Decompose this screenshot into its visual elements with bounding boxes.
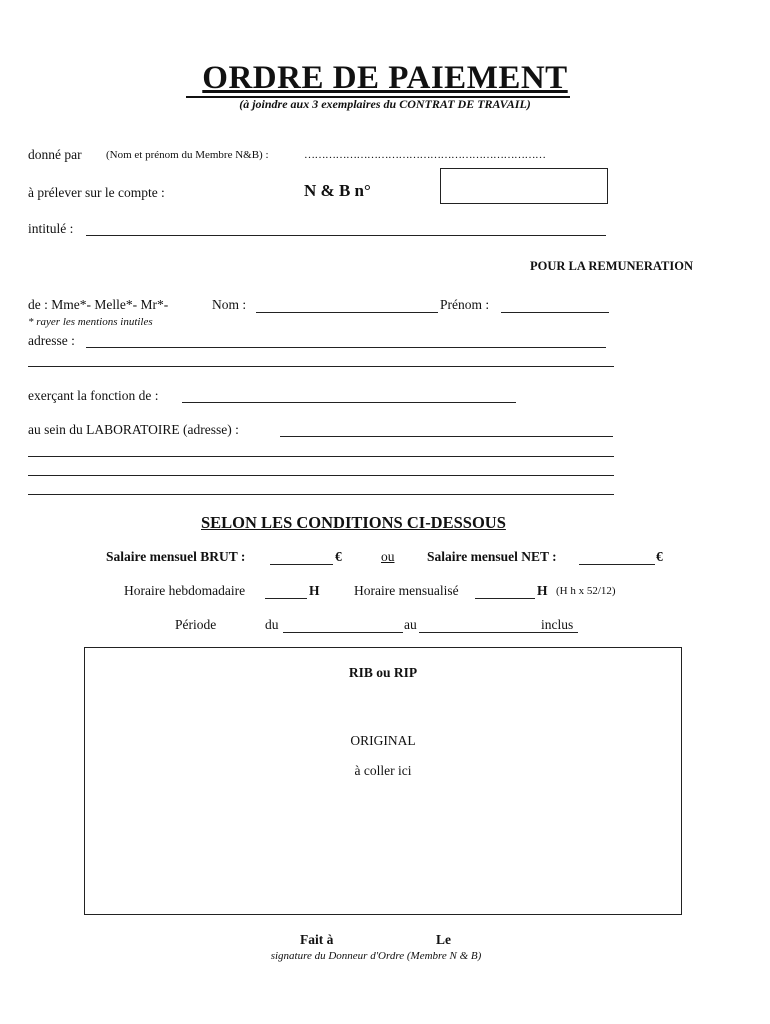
laboratoire-line-2[interactable]	[28, 456, 614, 457]
le-label: Le	[436, 932, 451, 947]
brut-label: Salaire mensuel BRUT :	[106, 549, 246, 564]
rib-coller: à coller ici	[354, 763, 412, 778]
laboratoire-label: au sein du LABORATOIRE (adresse) :	[28, 422, 239, 437]
rib-original: ORIGINAL	[350, 733, 416, 748]
account-number-box[interactable]	[440, 168, 608, 204]
page-subtitle: (à joindre aux 3 exemplaires du CONTRAT DE TRAVAIL)	[239, 97, 531, 111]
horaire-hebdo-line[interactable]	[265, 598, 307, 599]
rib-box[interactable]	[84, 647, 682, 915]
nom-line[interactable]	[256, 312, 438, 313]
horaire-mens-line[interactable]	[475, 598, 535, 599]
adresse-label: adresse :	[28, 333, 75, 348]
periode-du: du	[265, 617, 279, 632]
adresse-line-2[interactable]	[28, 366, 614, 367]
donneur-dots[interactable]: ……………………………………………………………	[304, 149, 546, 161]
horaire-mens-unit: H	[537, 583, 548, 598]
horaire-hebdo-unit: H	[309, 583, 320, 598]
fait-a-label: Fait à	[300, 932, 334, 947]
civility-note: * rayer les mentions inutiles	[28, 316, 153, 328]
remuneration-heading: POUR LA REMUNERATION	[530, 259, 693, 273]
net-label: Salaire mensuel NET :	[427, 549, 557, 564]
laboratoire-line-3[interactable]	[28, 475, 614, 476]
page-title: ORDRE DE PAIEMENT	[202, 60, 568, 96]
donneur-hint: (Nom et prénom du Membre N&B) :	[106, 149, 269, 161]
ou-label: ou	[381, 549, 395, 564]
prenom-line[interactable]	[501, 312, 609, 313]
nb-number-label: N & B n°	[304, 181, 371, 200]
horaire-hebdo-label: Horaire hebdomadaire	[124, 583, 246, 598]
fonction-line[interactable]	[182, 402, 516, 403]
intitule-line[interactable]	[86, 235, 606, 236]
brut-line[interactable]	[270, 564, 333, 565]
signature-caption: signature du Donneur d'Ordre (Membre N & B)	[270, 950, 482, 962]
adresse-line-1[interactable]	[86, 347, 606, 348]
periode-label: Période	[175, 617, 217, 632]
horaire-mens-label: Horaire mensualisé	[354, 583, 459, 598]
laboratoire-line-4[interactable]	[28, 494, 614, 495]
prenom-label: Prénom :	[440, 297, 490, 312]
net-currency: €	[656, 549, 663, 564]
horaire-formula: (H h x 52/12)	[556, 585, 616, 597]
periode-au-line[interactable]	[419, 632, 539, 633]
compte-label: à prélever sur le compte :	[28, 185, 165, 200]
net-line[interactable]	[579, 564, 655, 565]
donneur-label: donné par	[28, 147, 82, 162]
nom-label: Nom :	[212, 297, 247, 312]
intitule-label: intitulé :	[28, 221, 74, 236]
rib-title: RIB ou RIP	[348, 665, 418, 680]
periode-au: au	[404, 617, 417, 632]
conditions-heading: SELON LES CONDITIONS CI-DESSOUS	[201, 513, 506, 532]
periode-du-line[interactable]	[283, 632, 403, 633]
periode-inclus: inclus	[541, 617, 574, 632]
fonction-label: exerçant la fonction de :	[28, 388, 159, 403]
civility-options: de : Mme*- Melle*- Mr*-	[28, 297, 169, 312]
periode-inclus-underline	[539, 632, 578, 633]
brut-currency: €	[335, 549, 342, 564]
laboratoire-line-1[interactable]	[280, 436, 613, 437]
